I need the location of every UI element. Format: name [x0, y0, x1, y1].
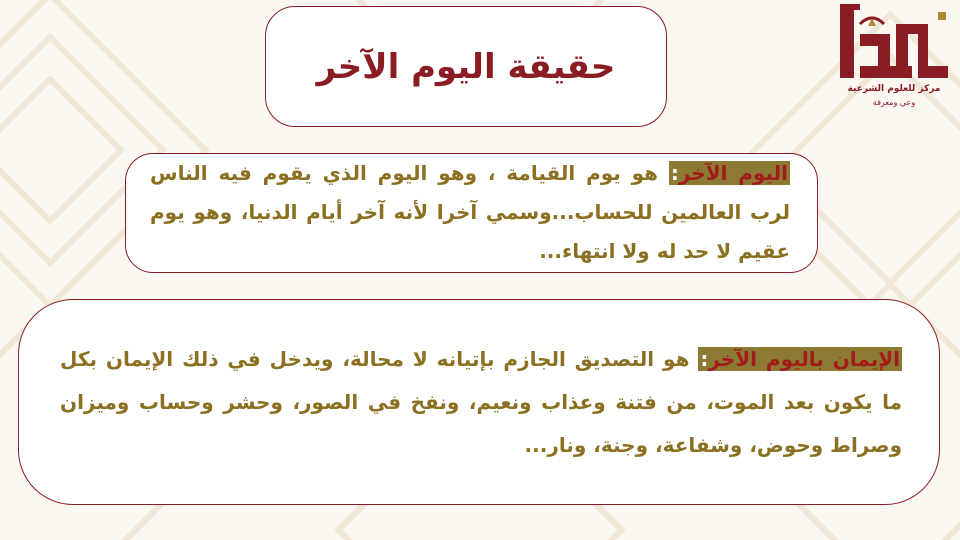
brand-logo [832, 4, 956, 112]
definition-paragraph [150, 154, 790, 271]
faith-paragraph [60, 338, 902, 467]
faith-text: هو التصديق الجازم بإتيانه لا محالة، ويدخل في ذلك الإيمان بكل ما يكون بعد الموت، من فتنة وعذاب ونعيم، ونفخ في الصور، وحشر وحساب وميزان وصراط وحوض، وشفاعة، وجنة، ونار... [60, 347, 902, 457]
definition-colon: : [670, 161, 679, 185]
title-box [265, 6, 667, 127]
definition-term [669, 161, 790, 185]
faith-term [698, 347, 902, 371]
ihkam-logo-icon [838, 4, 950, 84]
definition-term-text: اليوم الآخر [678, 161, 788, 185]
logo-tagline: وعي ومعرفة [872, 98, 916, 107]
faith-term-text: الإيمان باليوم الآخر [708, 347, 900, 371]
page-title: حقيقة اليوم الآخر [316, 46, 616, 87]
logo-subtitle: مركز للعلوم الشرعية [847, 84, 941, 94]
definition-text: هو يوم القيامة ، وهو اليوم الذي يقوم فيه الناس لرب العالمين للحساب...وسمي آخرا لأنه آخر أيام الدنيا، وهو يوم عقيم لا حد له ولا انتهاء... [150, 161, 790, 263]
faith-colon: : [700, 347, 709, 371]
